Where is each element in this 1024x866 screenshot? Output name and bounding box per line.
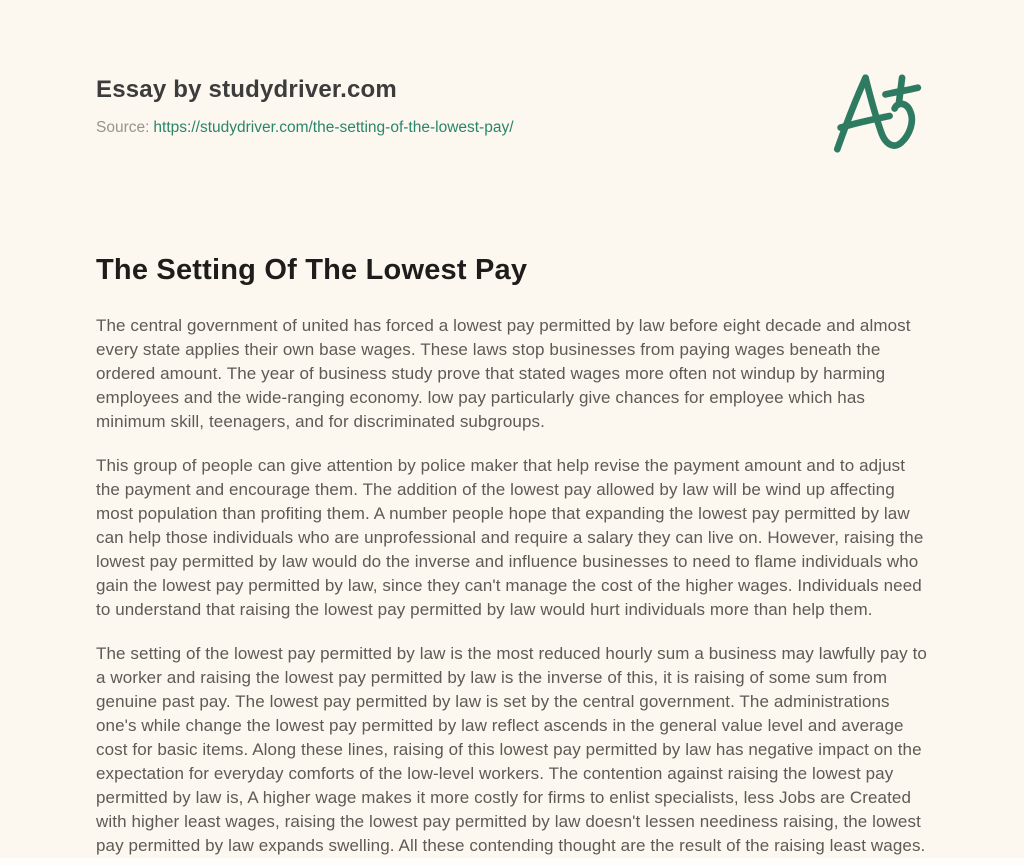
page-title: Essay by studydriver.com [96,76,397,103]
page-bottom-strip [0,858,1024,866]
source-label: Source: [96,119,150,136]
source-link[interactable]: https://studydriver.com/the-setting-of-the-lowest-pay/ [153,119,514,136]
source-row [96,118,928,138]
essay-paragraph-2: This group of people can give attention by police maker that help revise the payment amount and to adjust the payment and encourage them. The addition of the lowest pay allowed by law will be wind up affecting most population than profiting them. A number people hope that expanding the lowest pay permitted by law can help those individuals who are unprofessional and require a salary they can live on. However, raising the lowest pay permitted by law would do the inverse and influence businesses to need to flame individuals who gain the lowest pay permitted by law, since they can't manage the cost of the higher wages. Individuals need to understand that raising the lowest pay permitted by law would hurt individuals more than help them. [96,456,924,619]
essay-body [96,314,928,858]
essay-paragraph-1: The central government of united has forced a lowest pay permitted by law before eight decade and almost every state applies their own base wages. These laws stop businesses from paying wages beneath the ordered amount. The year of business study prove that stated wages more often not windup by harming employees and the wide-ranging economy. low pay particularly give chances for employee which has minimum skill, teenagers, and for discriminated subgroups. [96,316,911,431]
page-header [96,76,928,138]
essay-paragraph-3: The setting of the lowest pay permitted by law is the most reduced hourly sum a business may lawfully pay to a worker and raising the lowest pay permitted by law is the inverse of this, it is raising of some sum from genuine past pay. The lowest pay permitted by law is set by the central government. The administrations one's while change the lowest pay permitted by law reflect ascends in the general value level and average cost for basic items. Along these lines, raising of this lowest pay permitted by law has negative impact on the expectation for everyday comforts of the low-level workers. The contention against raising the lowest pay permitted by law is, A higher wage makes it more costly for firms to enlist specialists, less Jobs are Created with higher least wages, raising the lowest pay permitted by law doesn't lessen neediness raising, the lowest pay permitted by law expands swelling. All these contending thought are the result of the raising least wages. [96,644,927,855]
a-plus-logo-icon [824,64,922,158]
essay-content [96,254,928,858]
essay-title: The Setting Of The Lowest Pay [96,254,528,286]
